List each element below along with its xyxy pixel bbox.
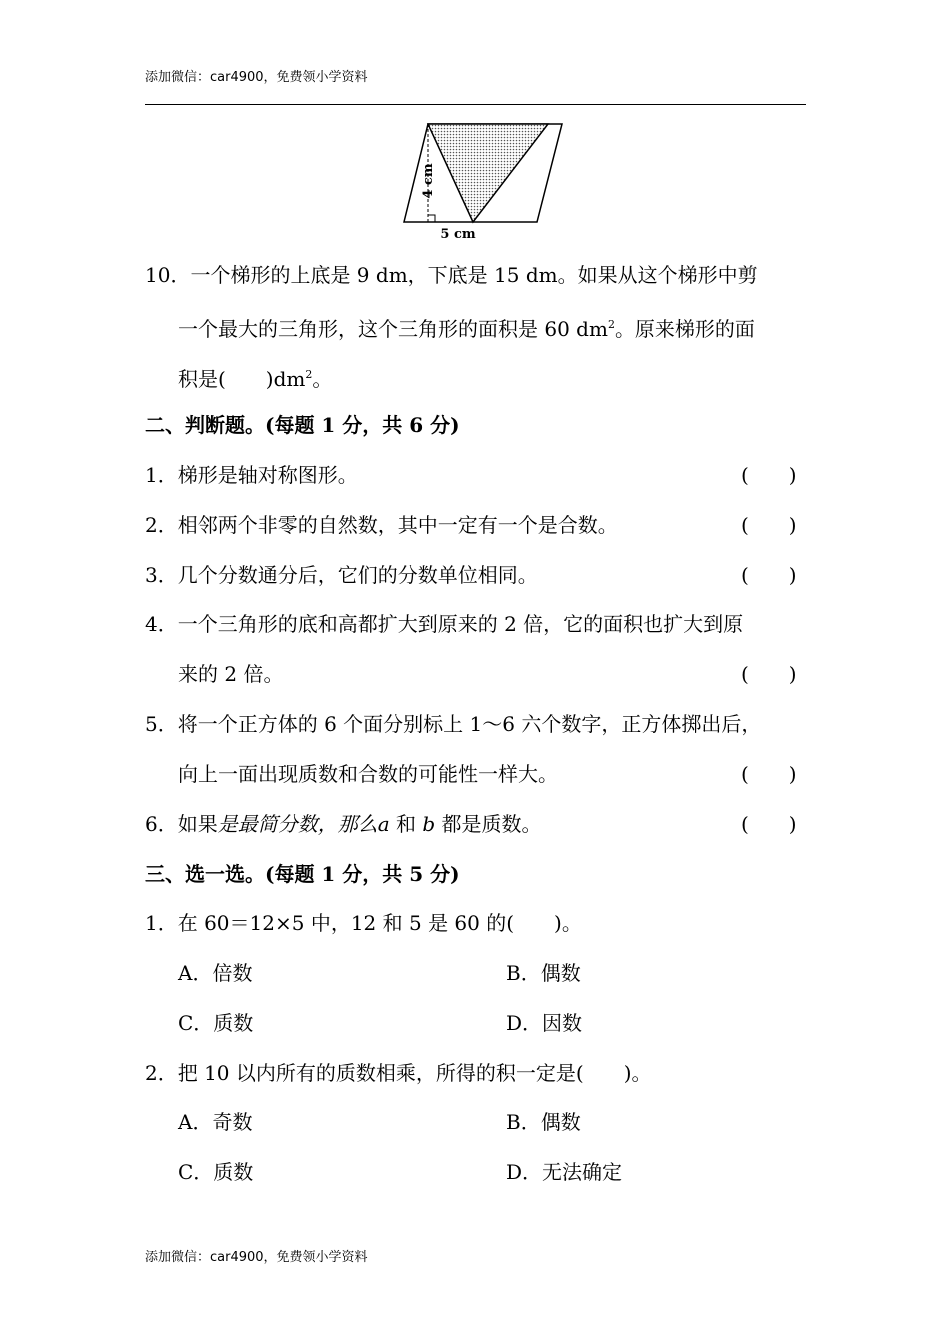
q10-line-1: 10．一个梯形的上底是 9 dm，下底是 15 dm。如果从这个梯形中剪: [145, 263, 758, 287]
judge-item-5-line-2: 向上一面出现质数和合数的可能性一样大。: [178, 762, 558, 786]
right-angle-mark: [428, 215, 435, 222]
section-3-title: 三、选一选。(每题 1 分，共 5 分): [145, 862, 460, 886]
judge-item-6: 6．如果是最简分数，那么a 和 b 都是质数。: [145, 812, 542, 836]
judge-item-4-line-2: 来的 2 倍。: [178, 662, 284, 686]
judge-item-1: 1．梯形是轴对称图形。: [145, 463, 358, 487]
judge-item-4-line-1: 4．一个三角形的底和高都扩大到原来的 2 倍，它的面积也扩大到原: [145, 612, 744, 636]
answer-blank-5[interactable]: ( ): [741, 762, 797, 786]
q1-option-a[interactable]: A．倍数: [178, 961, 253, 985]
parallelogram-figure: [398, 118, 568, 242]
answer-blank-4[interactable]: ( ): [741, 662, 797, 686]
answer-blank-1[interactable]: ( ): [741, 463, 797, 487]
q2-option-c[interactable]: C．质数: [178, 1160, 254, 1184]
answer-blank-2[interactable]: ( ): [741, 513, 797, 537]
header-divider: [145, 104, 806, 105]
section-2-title: 二、判断题。(每题 1 分，共 6 分): [145, 413, 460, 437]
q2-option-b[interactable]: B．偶数: [506, 1110, 581, 1134]
page-footer: 添加微信：car4900，免费领小学资料: [145, 1250, 368, 1265]
q10-line-3: 积是( )$dm^2$。: [178, 367, 333, 391]
height-label: 4 cm: [421, 163, 436, 199]
choice-question-2: 2．把 10 以内所有的质数相乘，所得的积一定是( )。: [145, 1061, 652, 1085]
judge-item-2: 2．相邻两个非零的自然数，其中一定有一个是合数。: [145, 513, 618, 537]
q2-option-a[interactable]: A．奇数: [178, 1110, 253, 1134]
q2-option-d[interactable]: D．无法确定: [506, 1160, 623, 1184]
judge-item-5-line-1: 5．将一个正方体的 6 个面分别标上 1～6 六个数字，正方体掷出后，: [145, 712, 762, 736]
judge-item-3: 3．几个分数通分后，它们的分数单位相同。: [145, 563, 538, 587]
q10-line-2: 一个最大的三角形，这个三角形的面积是 60 $dm^2$。原来梯形的面: [178, 317, 755, 341]
shaded-triangle: [428, 124, 548, 222]
answer-blank-6[interactable]: ( ): [741, 812, 797, 836]
q1-option-c[interactable]: C．质数: [178, 1011, 254, 1035]
base-label: 5 cm: [440, 227, 476, 242]
q1-option-b[interactable]: B．偶数: [506, 961, 581, 985]
answer-blank-3[interactable]: ( ): [741, 563, 797, 587]
choice-question-1: 1．在 60＝12×5 中，12 和 5 是 60 的( )。: [145, 911, 582, 935]
page-header: 添加微信：car4900，免费领小学资料: [145, 70, 368, 85]
q1-option-d[interactable]: D．因数: [506, 1011, 583, 1035]
